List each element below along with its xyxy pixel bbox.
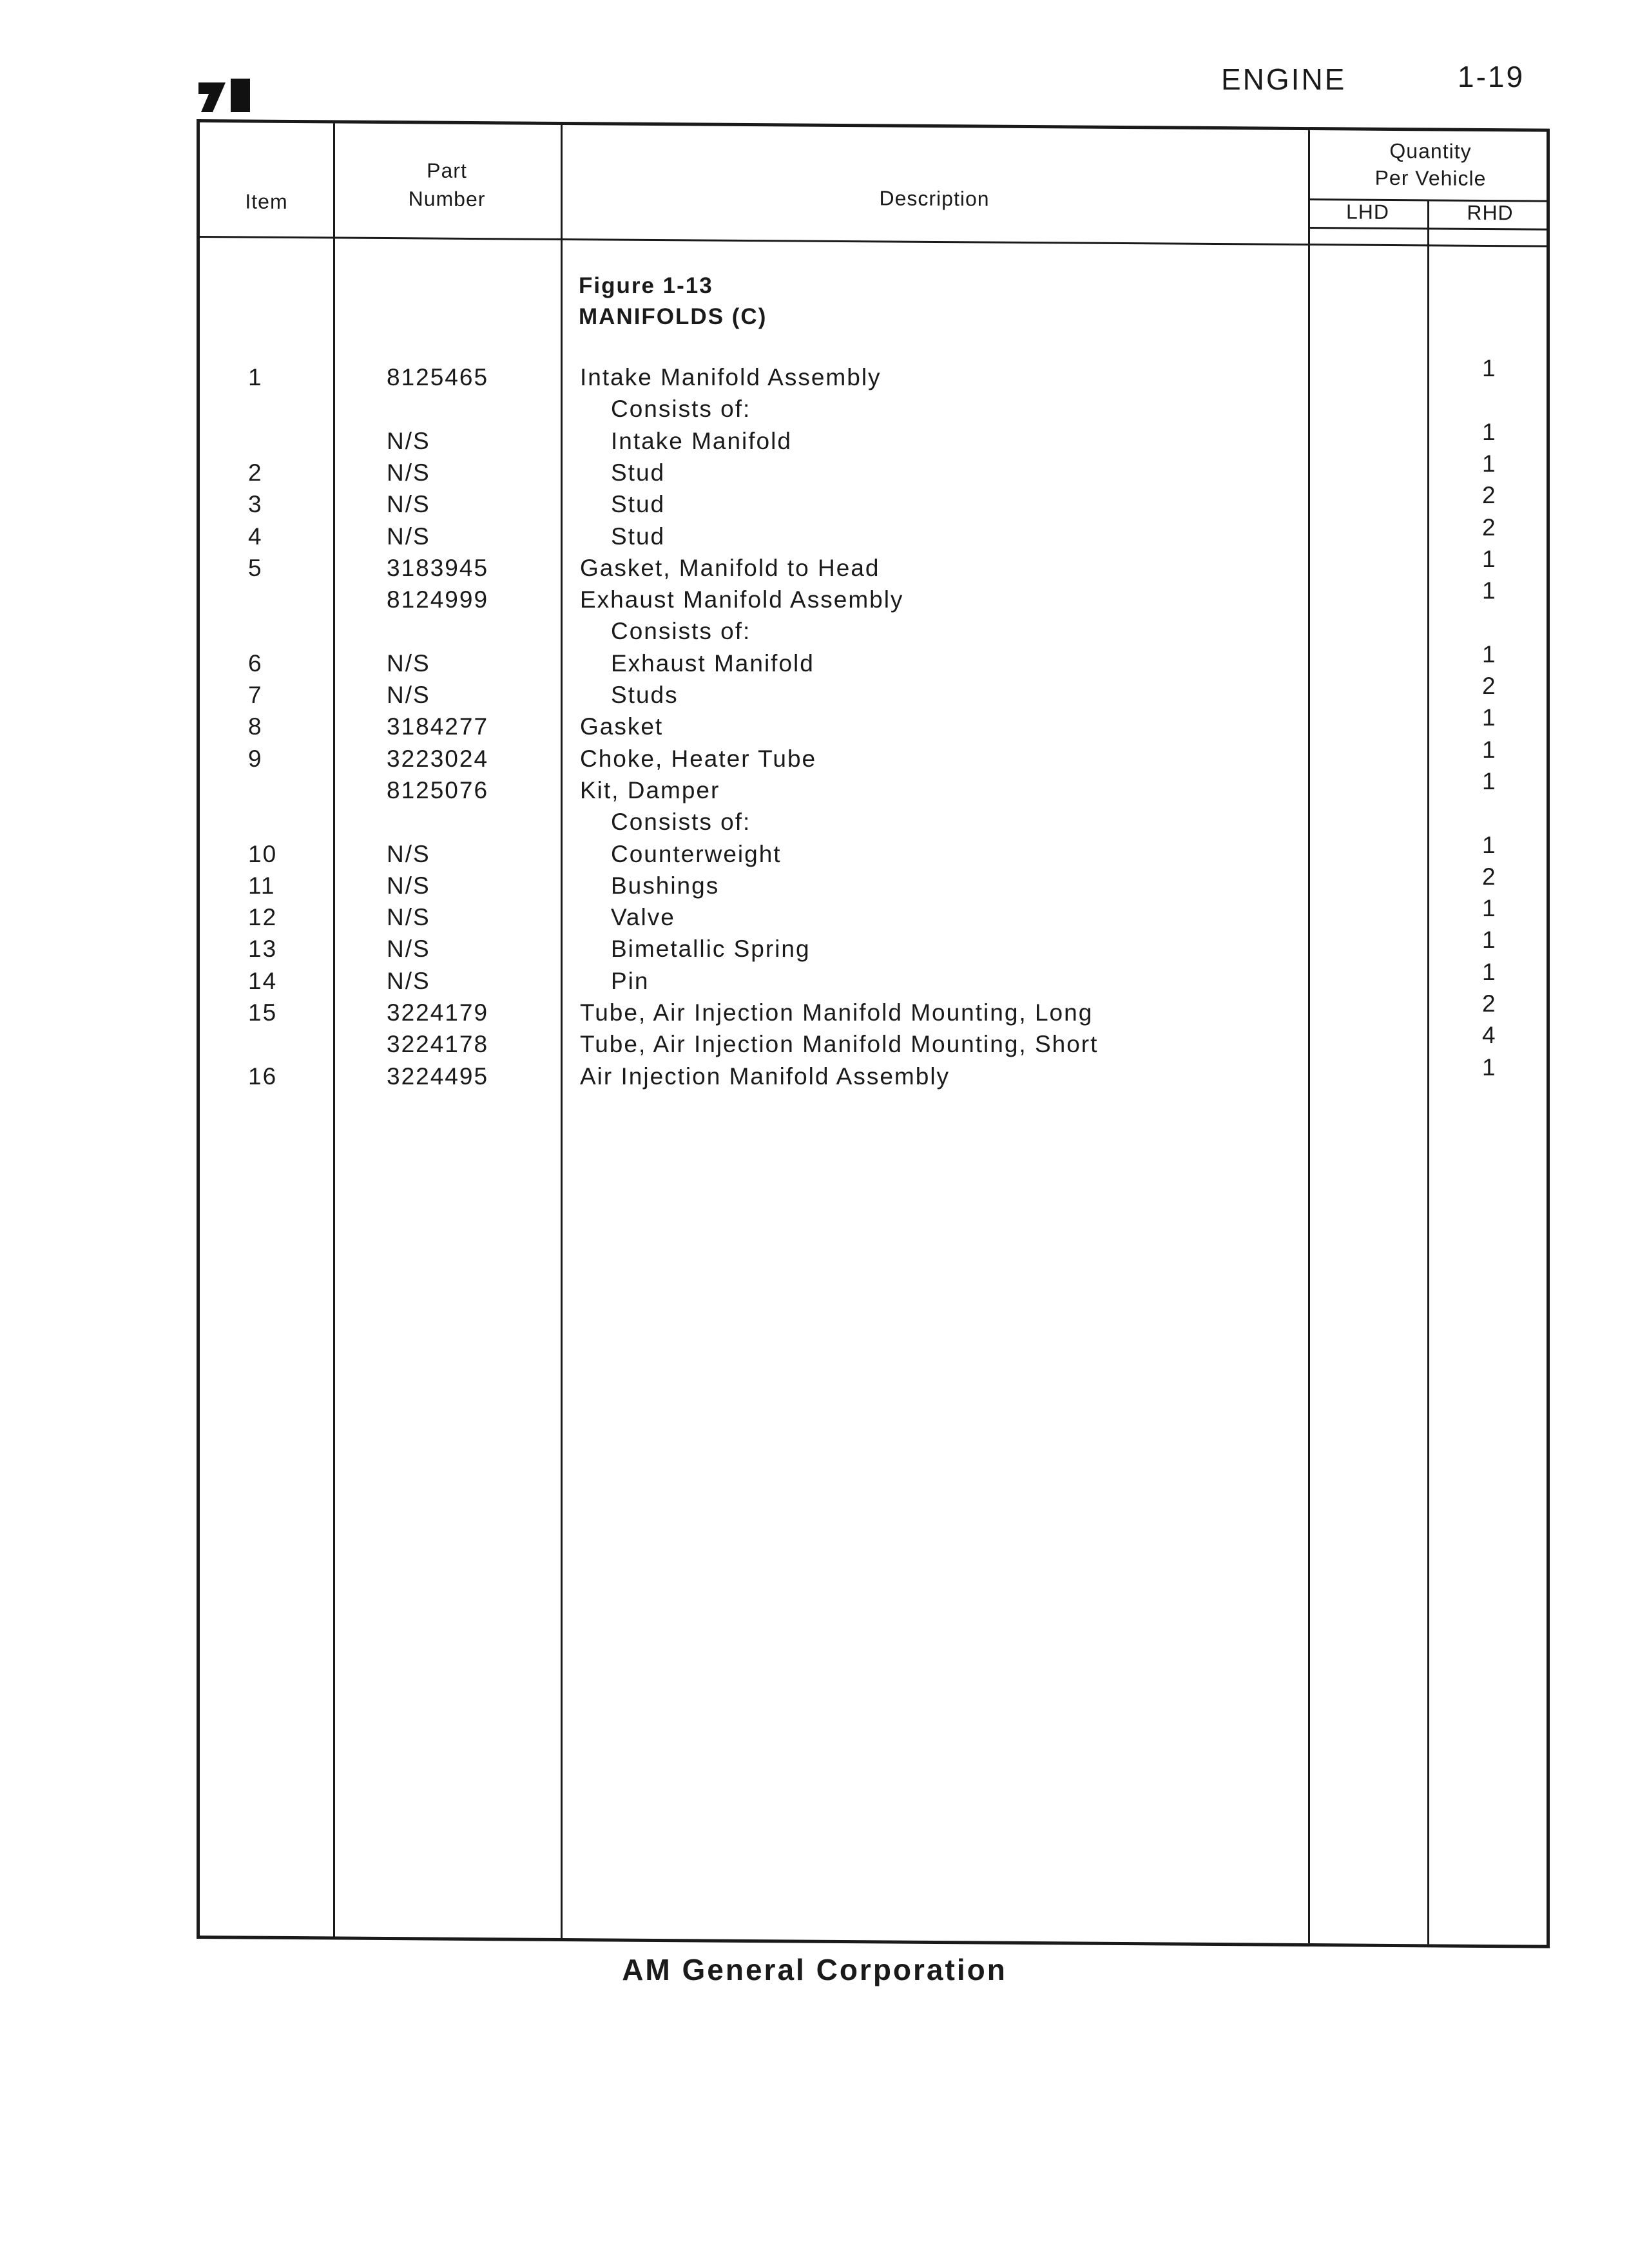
part-number: N/S [387,459,430,486]
item-number: 2 [248,459,263,486]
part-number: N/S [387,904,430,931]
table-row [0,355,1629,395]
part-number: 3223024 [387,745,489,772]
description [580,745,1282,773]
description-text: Choke, Heater Tube [580,745,822,772]
description [580,586,1282,613]
table-row [0,958,1629,999]
table-row [0,736,1629,776]
part-number: N/S [387,967,430,994]
quantity-rhd: 1 [1482,1053,1497,1081]
table-row [0,418,1629,459]
description [611,968,1282,995]
part-number: 3224179 [387,999,489,1026]
column-header-description: Description [879,186,990,211]
quantity-rhd: 1 [1482,418,1497,445]
quantity-rhd: 1 [1482,767,1497,794]
item-number: 10 [248,840,278,867]
figure-title: MANIFOLDS (C) [579,304,767,329]
description-text: Counterweight [611,841,787,867]
item-number: 15 [248,999,278,1026]
quantity-rhd: 1 [1482,895,1497,922]
table-row [0,640,1629,681]
item-number: 13 [248,936,278,963]
description-text: Gasket, Manifold to Head [580,555,885,581]
figure-heading [579,271,767,332]
column-header-quantity-line1: Quantity [1389,139,1472,163]
item-number: 12 [248,904,278,931]
description-text: Air Injection Manifold Assembly [580,1063,955,1090]
column-header-quantity [1308,137,1553,193]
table-row [0,831,1629,872]
table-row [0,545,1629,586]
part-number: N/S [387,523,430,550]
quantity-rhd: 1 [1482,545,1497,572]
item-number: 14 [248,967,278,994]
column-header-item: Item [245,189,288,213]
description [580,713,1282,740]
description [611,872,1282,899]
quantity-rhd: 1 [1482,640,1497,668]
quantity-rhd: 1 [1482,927,1497,954]
item-number: 8 [248,713,263,740]
column-header-rhd: RHD [1467,200,1514,225]
item-number: 11 [248,872,276,899]
description [611,936,1282,963]
item-number: 6 [248,649,263,677]
table-row [0,767,1629,808]
column-header-part [333,155,561,213]
table-row [0,1053,1629,1094]
description-text: Exhaust Manifold [611,650,820,677]
page-number: 1-19 [1458,60,1525,93]
column-header-part-line2: Number [408,187,486,211]
table-row [0,990,1629,1030]
description [611,904,1282,931]
item-number: 3 [248,491,263,518]
part-number: N/S [387,649,430,677]
quantity-rhd: 2 [1482,990,1497,1017]
table-row [0,704,1629,744]
description [580,555,1282,582]
description [611,682,1282,709]
description-text: Studs [611,682,684,708]
company-footer: AM General Corporation [622,1953,1007,1986]
header-bottom-rule [200,236,1547,247]
description-text: Stud [611,523,670,550]
column-header-quantity-line2: Per Vehicle [1374,166,1487,190]
description [611,618,1282,645]
table-row [0,927,1629,966]
part-number: N/S [387,872,430,899]
column-header-part-line1: Part [427,159,467,182]
part-number: N/S [387,682,430,708]
description-text: Stud [611,491,670,517]
description-text: Valve [611,904,680,930]
description-text: Pin [611,968,654,994]
table-row [0,514,1629,554]
part-number: 3224495 [387,1062,489,1090]
am-general-logo [198,76,251,112]
description [611,809,1282,836]
part-number: 3224178 [387,1031,489,1058]
quantity-rhd: 2 [1482,514,1497,541]
quantity-rhd: 1 [1482,355,1497,381]
table-row [0,482,1629,522]
part-number: N/S [387,936,430,963]
description [580,364,1282,391]
description-text: Bimetallic Spring [611,936,816,962]
description [580,999,1282,1026]
description [580,1031,1282,1058]
description [580,777,1282,804]
description-text: Consists of: [611,809,756,835]
item-number: 1 [248,364,263,390]
part-number: N/S [387,840,430,867]
table-row [0,450,1629,490]
description-text: Intake Manifold [611,428,797,454]
quantity-rhd: 4 [1482,1022,1497,1049]
description [611,491,1282,518]
description [611,841,1282,868]
section-title: ENGINE [1221,62,1347,96]
item-number: 5 [248,554,263,581]
description-text: Tube, Air Injection Manifold Mounting, Long [580,999,1098,1026]
part-number: 8125465 [387,364,489,390]
description-text: Intake Manifold Assembly [580,364,887,390]
description-text: Exhaust Manifold Assembly [580,586,909,613]
quantity-rhd: 1 [1482,736,1497,763]
table-row [0,577,1629,617]
part-number: 3183945 [387,554,489,581]
column-header-lhd: LHD [1345,200,1389,224]
table-row [0,618,1629,649]
item-number: 4 [248,523,263,550]
description-text: Consists of: [611,618,756,644]
quantity-rhd: 1 [1482,450,1497,477]
table-row [0,1022,1629,1062]
quantity-rhd: 1 [1482,958,1497,985]
table-row [0,863,1629,903]
description-text: Bushings [611,872,724,899]
table-row [0,396,1629,427]
description-text: Consists of: [611,396,756,422]
quantity-rhd: 1 [1482,577,1497,604]
quantity-rhd: 2 [1482,863,1497,890]
description [611,650,1282,677]
item-number: 7 [248,682,263,708]
description-text: Tube, Air Injection Manifold Mounting, Short [580,1031,1103,1057]
quantity-rhd: 2 [1482,673,1497,699]
description [611,523,1282,550]
description [580,1063,1282,1090]
quantity-rhd: 2 [1482,482,1497,509]
description [611,428,1282,455]
description [611,396,1282,423]
part-number: N/S [387,491,430,518]
part-number: 3184277 [387,713,489,740]
table-row [0,895,1629,935]
description-text: Gasket [580,713,668,740]
description-text: Stud [611,459,670,486]
part-number: N/S [387,427,430,454]
table-row [0,809,1629,840]
item-number: 9 [248,745,263,772]
part-number: 8125076 [387,776,489,803]
table-row [0,673,1629,713]
description-text: Kit, Damper [580,777,725,803]
part-number: 8124999 [387,586,489,613]
quantity-rhd: 1 [1482,831,1497,858]
description [611,459,1282,486]
figure-number: Figure 1-13 [579,273,713,298]
quantity-rhd: 1 [1482,704,1497,731]
item-number: 16 [248,1062,278,1090]
